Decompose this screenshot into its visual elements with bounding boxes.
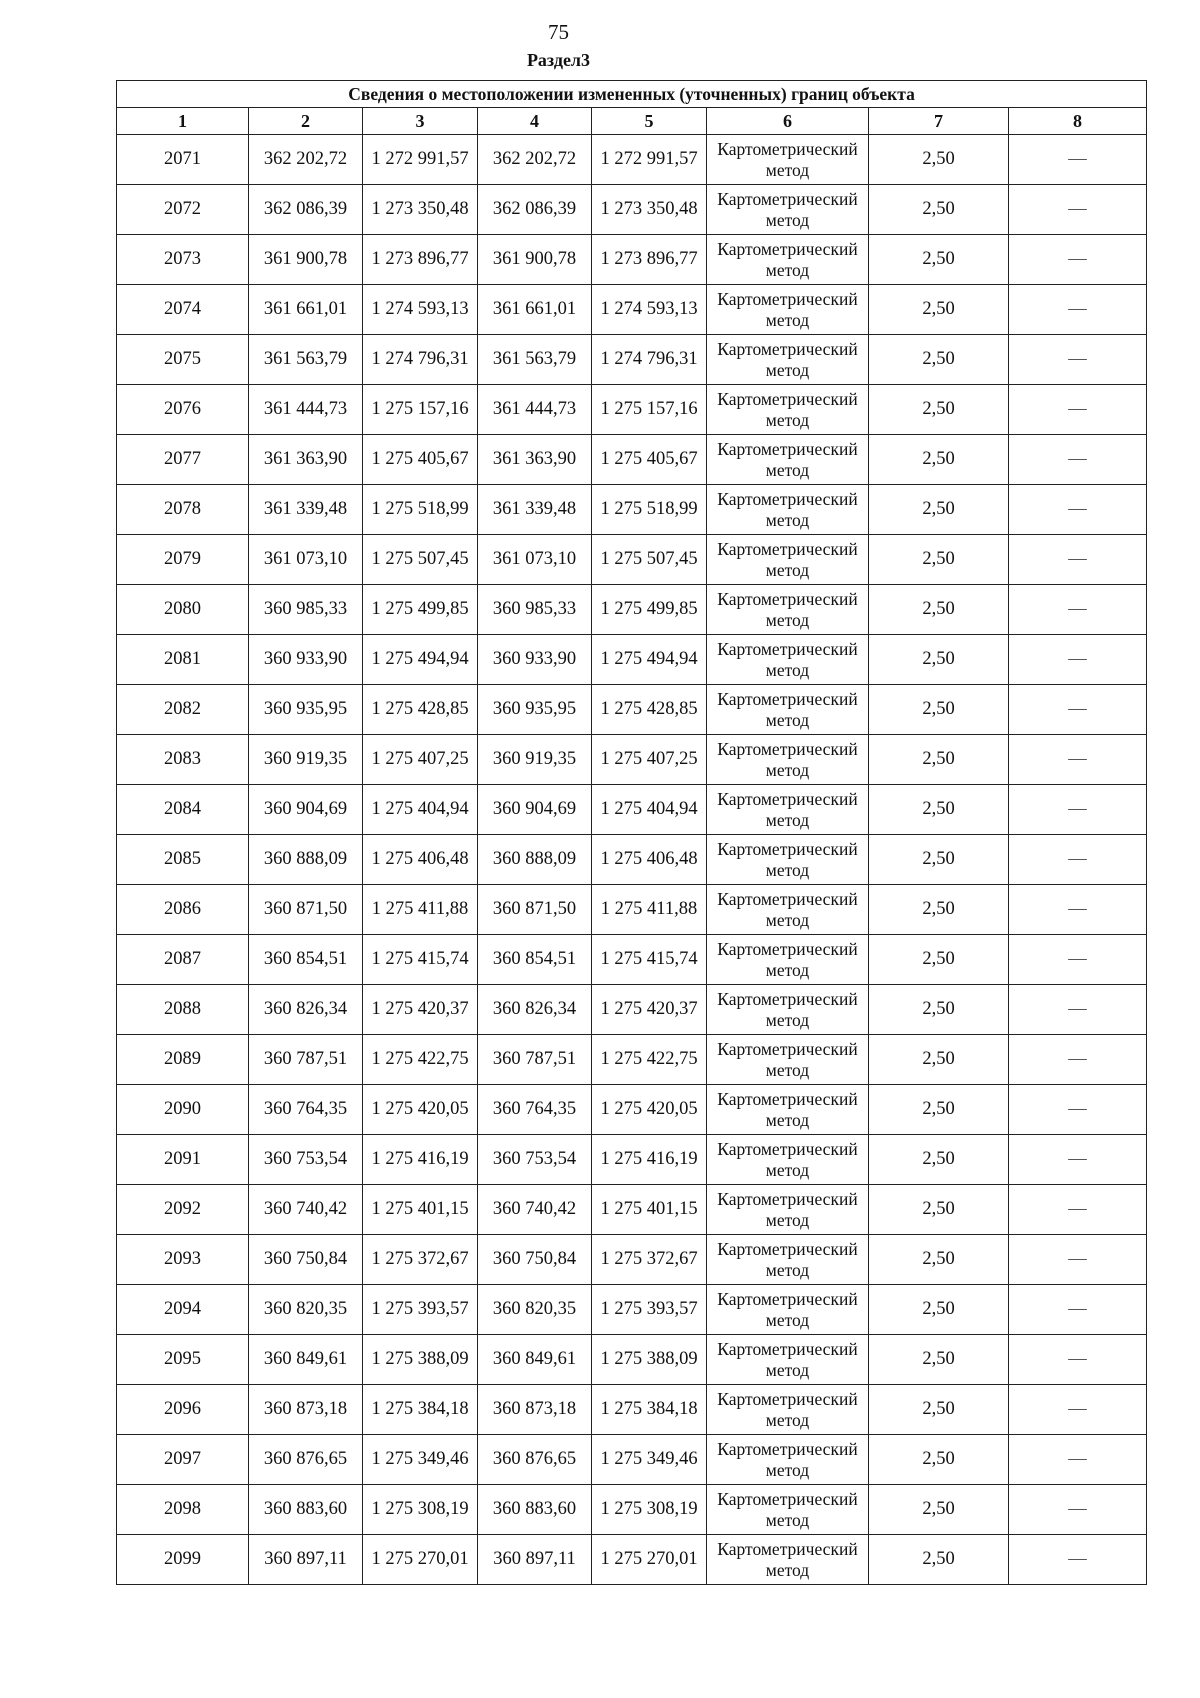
x-old-cell: 360 876,65 [249, 1435, 363, 1485]
x-old-cell: 361 339,48 [249, 485, 363, 535]
point-number-cell: 2096 [117, 1385, 249, 1435]
table-row [117, 1435, 1147, 1485]
accuracy-cell: 2,50 [869, 1285, 1009, 1335]
accuracy-cell: 2,50 [869, 1485, 1009, 1535]
y-old-cell: 1 275 384,18 [363, 1385, 478, 1435]
note-cell: — [1009, 135, 1147, 185]
y-new-cell: 1 275 420,37 [592, 985, 707, 1035]
y-new-cell: 1 273 896,77 [592, 235, 707, 285]
method-cell: Картометрический метод [707, 785, 869, 835]
point-number-cell: 2080 [117, 585, 249, 635]
table-row [117, 885, 1147, 935]
point-number-cell: 2088 [117, 985, 249, 1035]
table-row [117, 785, 1147, 835]
accuracy-cell: 2,50 [869, 285, 1009, 335]
point-number-cell: 2078 [117, 485, 249, 535]
accuracy-cell: 2,50 [869, 1035, 1009, 1085]
table-row [117, 235, 1147, 285]
note-cell: — [1009, 1035, 1147, 1085]
method-cell: Картометрический метод [707, 385, 869, 435]
y-old-cell: 1 275 494,94 [363, 635, 478, 685]
method-cell: Картометрический метод [707, 1235, 869, 1285]
column-header: 5 [592, 108, 707, 135]
method-cell: Картометрический метод [707, 885, 869, 935]
y-new-cell: 1 275 499,85 [592, 585, 707, 635]
column-header: 6 [707, 108, 869, 135]
x-new-cell: 360 883,60 [478, 1485, 592, 1535]
point-number-cell: 2075 [117, 335, 249, 385]
method-cell: Картометрический метод [707, 1285, 869, 1335]
x-old-cell: 360 873,18 [249, 1385, 363, 1435]
y-new-cell: 1 275 507,45 [592, 535, 707, 585]
column-header: 1 [117, 108, 249, 135]
table-row [117, 1085, 1147, 1135]
column-header: 8 [1009, 108, 1147, 135]
y-new-cell: 1 275 405,67 [592, 435, 707, 485]
table-row [117, 985, 1147, 1035]
point-number-cell: 2090 [117, 1085, 249, 1135]
method-cell: Картометрический метод [707, 1135, 869, 1185]
method-cell: Картометрический метод [707, 285, 869, 335]
y-old-cell: 1 275 416,19 [363, 1135, 478, 1185]
accuracy-cell: 2,50 [869, 635, 1009, 685]
table-row [117, 585, 1147, 635]
method-cell: Картометрический метод [707, 685, 869, 735]
y-old-cell: 1 275 157,16 [363, 385, 478, 435]
column-header: 3 [363, 108, 478, 135]
table-row [117, 435, 1147, 485]
x-old-cell: 361 661,01 [249, 285, 363, 335]
y-old-cell: 1 272 991,57 [363, 135, 478, 185]
note-cell: — [1009, 485, 1147, 535]
y-old-cell: 1 274 796,31 [363, 335, 478, 385]
x-old-cell: 360 820,35 [249, 1285, 363, 1335]
x-new-cell: 360 740,42 [478, 1185, 592, 1235]
point-number-cell: 2099 [117, 1535, 249, 1585]
table-row [117, 635, 1147, 685]
table-row [117, 1485, 1147, 1535]
table-body [117, 135, 1147, 1585]
table-row [117, 835, 1147, 885]
method-cell: Картометрический метод [707, 935, 869, 985]
method-cell: Картометрический метод [707, 1435, 869, 1485]
method-cell: Картометрический метод [707, 435, 869, 485]
accuracy-cell: 2,50 [869, 235, 1009, 285]
point-number-cell: 2098 [117, 1485, 249, 1535]
x-new-cell: 360 873,18 [478, 1385, 592, 1435]
note-cell: — [1009, 585, 1147, 635]
note-cell: — [1009, 235, 1147, 285]
point-number-cell: 2093 [117, 1235, 249, 1285]
x-old-cell: 360 888,09 [249, 835, 363, 885]
point-number-cell: 2087 [117, 935, 249, 985]
point-number-cell: 2085 [117, 835, 249, 885]
x-old-cell: 360 849,61 [249, 1335, 363, 1385]
method-cell: Картометрический метод [707, 1035, 869, 1085]
y-new-cell: 1 275 349,46 [592, 1435, 707, 1485]
x-old-cell: 360 897,11 [249, 1535, 363, 1585]
x-new-cell: 360 919,35 [478, 735, 592, 785]
y-old-cell: 1 275 420,37 [363, 985, 478, 1035]
x-new-cell: 360 904,69 [478, 785, 592, 835]
table-row [117, 185, 1147, 235]
table-row [117, 535, 1147, 585]
note-cell: — [1009, 985, 1147, 1035]
x-old-cell: 360 985,33 [249, 585, 363, 635]
table-row [117, 335, 1147, 385]
point-number-cell: 2074 [117, 285, 249, 335]
x-old-cell: 361 563,79 [249, 335, 363, 385]
point-number-cell: 2086 [117, 885, 249, 935]
note-cell: — [1009, 1385, 1147, 1435]
column-header: 7 [869, 108, 1009, 135]
table-row [117, 135, 1147, 185]
x-new-cell: 360 764,35 [478, 1085, 592, 1135]
y-old-cell: 1 275 499,85 [363, 585, 478, 635]
method-cell: Картометрический метод [707, 1385, 869, 1435]
x-old-cell: 361 900,78 [249, 235, 363, 285]
x-new-cell: 360 897,11 [478, 1535, 592, 1585]
y-new-cell: 1 275 407,25 [592, 735, 707, 785]
accuracy-cell: 2,50 [869, 1335, 1009, 1385]
accuracy-cell: 2,50 [869, 385, 1009, 435]
y-new-cell: 1 275 384,18 [592, 1385, 707, 1435]
x-old-cell: 360 764,35 [249, 1085, 363, 1135]
y-old-cell: 1 275 404,94 [363, 785, 478, 835]
accuracy-cell: 2,50 [869, 1185, 1009, 1235]
accuracy-cell: 2,50 [869, 785, 1009, 835]
method-cell: Картометрический метод [707, 985, 869, 1035]
table-row [117, 1135, 1147, 1185]
y-old-cell: 1 275 388,09 [363, 1335, 478, 1385]
y-new-cell: 1 275 393,57 [592, 1285, 707, 1335]
x-old-cell: 360 933,90 [249, 635, 363, 685]
y-old-cell: 1 275 415,74 [363, 935, 478, 985]
y-new-cell: 1 275 422,75 [592, 1035, 707, 1085]
accuracy-cell: 2,50 [869, 435, 1009, 485]
table-row [117, 1035, 1147, 1085]
method-cell: Картометрический метод [707, 135, 869, 185]
method-cell: Картометрический метод [707, 835, 869, 885]
y-old-cell: 1 275 393,57 [363, 1285, 478, 1335]
column-number-row [117, 108, 1147, 135]
method-cell: Картометрический метод [707, 1485, 869, 1535]
y-new-cell: 1 275 416,19 [592, 1135, 707, 1185]
x-new-cell: 360 888,09 [478, 835, 592, 885]
note-cell: — [1009, 685, 1147, 735]
table-row [117, 1185, 1147, 1235]
note-cell: — [1009, 1085, 1147, 1135]
accuracy-cell: 2,50 [869, 1535, 1009, 1585]
y-new-cell: 1 275 420,05 [592, 1085, 707, 1135]
y-new-cell: 1 273 350,48 [592, 185, 707, 235]
accuracy-cell: 2,50 [869, 935, 1009, 985]
note-cell: — [1009, 835, 1147, 885]
note-cell: — [1009, 335, 1147, 385]
accuracy-cell: 2,50 [869, 1385, 1009, 1435]
x-new-cell: 360 750,84 [478, 1235, 592, 1285]
y-new-cell: 1 274 593,13 [592, 285, 707, 335]
method-cell: Картометрический метод [707, 635, 869, 685]
note-cell: — [1009, 1485, 1147, 1535]
x-old-cell: 360 787,51 [249, 1035, 363, 1085]
x-new-cell: 362 202,72 [478, 135, 592, 185]
x-old-cell: 362 202,72 [249, 135, 363, 185]
method-cell: Картометрический метод [707, 535, 869, 585]
table-row [117, 285, 1147, 335]
x-old-cell: 360 750,84 [249, 1235, 363, 1285]
x-new-cell: 360 935,95 [478, 685, 592, 735]
x-new-cell: 360 820,35 [478, 1285, 592, 1335]
table-row [117, 1535, 1147, 1585]
point-number-cell: 2079 [117, 535, 249, 585]
method-cell: Картометрический метод [707, 1535, 869, 1585]
point-number-cell: 2082 [117, 685, 249, 735]
point-number-cell: 2072 [117, 185, 249, 235]
y-old-cell: 1 275 422,75 [363, 1035, 478, 1085]
note-cell: — [1009, 535, 1147, 585]
x-old-cell: 361 073,10 [249, 535, 363, 585]
method-cell: Картометрический метод [707, 1335, 869, 1385]
point-number-cell: 2076 [117, 385, 249, 435]
x-new-cell: 360 787,51 [478, 1035, 592, 1085]
accuracy-cell: 2,50 [869, 485, 1009, 535]
method-cell: Картометрический метод [707, 1185, 869, 1235]
accuracy-cell: 2,50 [869, 885, 1009, 935]
accuracy-cell: 2,50 [869, 1085, 1009, 1135]
x-old-cell: 360 883,60 [249, 1485, 363, 1535]
x-old-cell: 360 740,42 [249, 1185, 363, 1235]
point-number-cell: 2081 [117, 635, 249, 685]
y-old-cell: 1 275 507,45 [363, 535, 478, 585]
section-title: Раздел3 [526, 50, 591, 70]
y-new-cell: 1 275 494,94 [592, 635, 707, 685]
y-old-cell: 1 275 349,46 [363, 1435, 478, 1485]
accuracy-cell: 2,50 [869, 685, 1009, 735]
point-number-cell: 2097 [117, 1435, 249, 1485]
y-old-cell: 1 273 896,77 [363, 235, 478, 285]
method-cell: Картометрический метод [707, 1085, 869, 1135]
x-old-cell: 361 363,90 [249, 435, 363, 485]
y-new-cell: 1 275 401,15 [592, 1185, 707, 1235]
accuracy-cell: 2,50 [869, 1135, 1009, 1185]
x-new-cell: 360 854,51 [478, 935, 592, 985]
table-row [117, 685, 1147, 735]
accuracy-cell: 2,50 [869, 585, 1009, 635]
note-cell: — [1009, 435, 1147, 485]
boundary-coordinates-table [116, 80, 1147, 1585]
y-new-cell: 1 275 428,85 [592, 685, 707, 735]
x-old-cell: 360 904,69 [249, 785, 363, 835]
table-row [117, 485, 1147, 535]
x-new-cell: 360 876,65 [478, 1435, 592, 1485]
y-new-cell: 1 275 308,19 [592, 1485, 707, 1535]
column-header: 4 [478, 108, 592, 135]
point-number-cell: 2089 [117, 1035, 249, 1085]
x-old-cell: 360 871,50 [249, 885, 363, 935]
accuracy-cell: 2,50 [869, 1435, 1009, 1485]
table-row [117, 1335, 1147, 1385]
x-new-cell: 361 661,01 [478, 285, 592, 335]
x-old-cell: 360 854,51 [249, 935, 363, 985]
y-old-cell: 1 275 428,85 [363, 685, 478, 735]
point-number-cell: 2091 [117, 1135, 249, 1185]
note-cell: — [1009, 935, 1147, 985]
note-cell: — [1009, 635, 1147, 685]
point-number-cell: 2073 [117, 235, 249, 285]
x-new-cell: 361 339,48 [478, 485, 592, 535]
x-new-cell: 360 985,33 [478, 585, 592, 635]
point-number-cell: 2092 [117, 1185, 249, 1235]
x-new-cell: 361 073,10 [478, 535, 592, 585]
y-old-cell: 1 274 593,13 [363, 285, 478, 335]
y-old-cell: 1 275 407,25 [363, 735, 478, 785]
x-old-cell: 361 444,73 [249, 385, 363, 435]
method-cell: Картометрический метод [707, 735, 869, 785]
point-number-cell: 2077 [117, 435, 249, 485]
x-new-cell: 360 826,34 [478, 985, 592, 1035]
y-old-cell: 1 273 350,48 [363, 185, 478, 235]
note-cell: — [1009, 1135, 1147, 1185]
point-number-cell: 2083 [117, 735, 249, 785]
accuracy-cell: 2,50 [869, 135, 1009, 185]
accuracy-cell: 2,50 [869, 735, 1009, 785]
x-old-cell: 362 086,39 [249, 185, 363, 235]
accuracy-cell: 2,50 [869, 535, 1009, 585]
y-old-cell: 1 275 308,19 [363, 1485, 478, 1535]
method-cell: Картометрический метод [707, 185, 869, 235]
x-new-cell: 360 753,54 [478, 1135, 592, 1185]
y-old-cell: 1 275 405,67 [363, 435, 478, 485]
point-number-cell: 2095 [117, 1335, 249, 1385]
note-cell: — [1009, 185, 1147, 235]
accuracy-cell: 2,50 [869, 1235, 1009, 1285]
note-cell: — [1009, 1185, 1147, 1235]
accuracy-cell: 2,50 [869, 835, 1009, 885]
y-new-cell: 1 275 157,16 [592, 385, 707, 435]
note-cell: — [1009, 1435, 1147, 1485]
table-row [117, 385, 1147, 435]
x-new-cell: 361 563,79 [478, 335, 592, 385]
note-cell: — [1009, 885, 1147, 935]
page-number: 75 [548, 20, 569, 44]
y-new-cell: 1 275 406,48 [592, 835, 707, 885]
table-row [117, 735, 1147, 785]
y-new-cell: 1 275 388,09 [592, 1335, 707, 1385]
accuracy-cell: 2,50 [869, 185, 1009, 235]
y-old-cell: 1 275 270,01 [363, 1535, 478, 1585]
y-new-cell: 1 275 404,94 [592, 785, 707, 835]
y-new-cell: 1 275 411,88 [592, 885, 707, 935]
note-cell: — [1009, 385, 1147, 435]
table-row [117, 1285, 1147, 1335]
point-number-cell: 2084 [117, 785, 249, 835]
y-old-cell: 1 275 420,05 [363, 1085, 478, 1135]
y-old-cell: 1 275 518,99 [363, 485, 478, 535]
y-old-cell: 1 275 406,48 [363, 835, 478, 885]
accuracy-cell: 2,50 [869, 985, 1009, 1035]
y-old-cell: 1 275 411,88 [363, 885, 478, 935]
y-new-cell: 1 275 415,74 [592, 935, 707, 985]
method-cell: Картометрический метод [707, 335, 869, 385]
x-new-cell: 360 871,50 [478, 885, 592, 935]
y-new-cell: 1 275 372,67 [592, 1235, 707, 1285]
accuracy-cell: 2,50 [869, 335, 1009, 385]
method-cell: Картометрический метод [707, 585, 869, 635]
x-new-cell: 361 900,78 [478, 235, 592, 285]
table-row [117, 935, 1147, 985]
y-old-cell: 1 275 401,15 [363, 1185, 478, 1235]
y-old-cell: 1 275 372,67 [363, 1235, 478, 1285]
x-old-cell: 360 826,34 [249, 985, 363, 1035]
note-cell: — [1009, 1285, 1147, 1335]
note-cell: — [1009, 785, 1147, 835]
x-old-cell: 360 753,54 [249, 1135, 363, 1185]
table-caption: Сведения о местоположении измененных (уточненных) границ объекта [117, 81, 1147, 108]
y-new-cell: 1 274 796,31 [592, 335, 707, 385]
y-new-cell: 1 275 270,01 [592, 1535, 707, 1585]
column-header: 2 [249, 108, 363, 135]
x-old-cell: 360 935,95 [249, 685, 363, 735]
y-new-cell: 1 275 518,99 [592, 485, 707, 535]
point-number-cell: 2071 [117, 135, 249, 185]
table-row [117, 1235, 1147, 1285]
note-cell: — [1009, 1235, 1147, 1285]
note-cell: — [1009, 285, 1147, 335]
method-cell: Картометрический метод [707, 485, 869, 535]
note-cell: — [1009, 735, 1147, 785]
x-old-cell: 360 919,35 [249, 735, 363, 785]
point-number-cell: 2094 [117, 1285, 249, 1335]
note-cell: — [1009, 1335, 1147, 1385]
x-new-cell: 360 933,90 [478, 635, 592, 685]
method-cell: Картометрический метод [707, 235, 869, 285]
x-new-cell: 362 086,39 [478, 185, 592, 235]
x-new-cell: 361 363,90 [478, 435, 592, 485]
table-row [117, 1385, 1147, 1435]
x-new-cell: 360 849,61 [478, 1335, 592, 1385]
y-new-cell: 1 272 991,57 [592, 135, 707, 185]
note-cell: — [1009, 1535, 1147, 1585]
x-new-cell: 361 444,73 [478, 385, 592, 435]
